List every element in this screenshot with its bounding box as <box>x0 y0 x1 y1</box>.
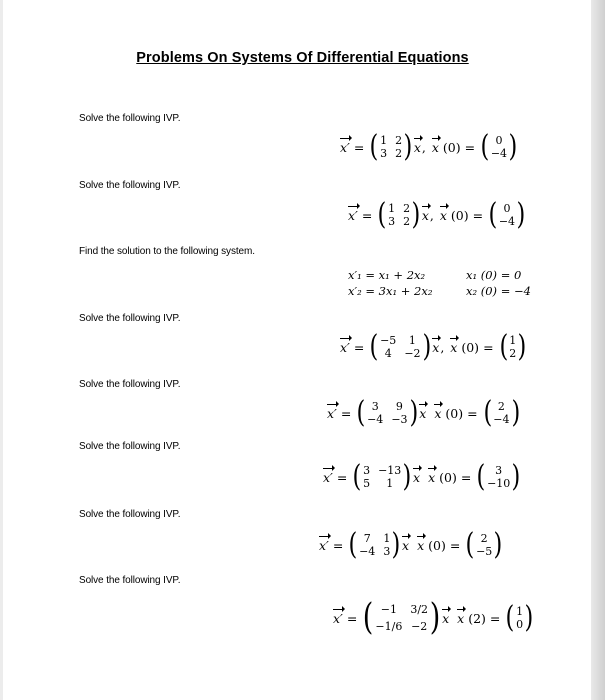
problem-2-label: Solve the following IVP. <box>79 180 181 191</box>
problem-1-label: Solve the following IVP. <box>79 113 181 124</box>
problem-1-equation: x′ = ( 1 2 3 2 ) x , x ( 0 ) = ( 0 −4 ) <box>340 129 518 164</box>
problem-3-system: x′₁ = x₁ + 2x₂ x₁ (0) = 0 x′₂ = 3x₁ + 2x₂ x₂ (0) = −4 <box>348 268 531 298</box>
problem-6-equation: x′ = ( 3 −13 5 1 ) x x ( 0 ) = ( 3 −10 ) <box>323 459 521 494</box>
problem-4-ic: 1 2 <box>509 334 517 360</box>
page-edge-right <box>591 0 605 700</box>
problem-5-equation: x′ = ( 3 9 −4 −3 ) x x ( 0 ) = ( 2 −4 ) <box>327 395 520 430</box>
problem-2-equation: x′ = ( 1 2 3 2 ) x , x ( 0 ) = ( 0 −4 ) <box>348 197 526 232</box>
problem-6-label: Solve the following IVP. <box>79 441 181 452</box>
problem-1-ic: 0 −4 <box>490 134 508 160</box>
problem-7-ic: 2 −5 <box>476 532 493 558</box>
problem-4-label: Solve the following IVP. <box>79 313 181 324</box>
problem-6-matrix: 3 −13 5 1 <box>363 464 402 490</box>
problem-1-matrix: 1 2 3 2 <box>380 134 403 160</box>
problem-2-ic: 0 −4 <box>498 202 516 228</box>
problem-8-equation: x′ = ( −1 3/2 −1/6 −2 ) x x ( 2 ) = ( 1 0 ) <box>333 597 534 638</box>
problem-4-equation: x′ = ( −5 1 4 −2 ) x , x ( 0 ) = ( 1 2 ) <box>340 329 527 364</box>
problem-8-label: Solve the following IVP. <box>79 575 181 586</box>
problem-7-matrix: 7 1 −4 3 <box>359 532 391 558</box>
page-title: Problems On Systems Of Differential Equations <box>136 50 469 66</box>
problem-7-label: Solve the following IVP. <box>79 509 181 520</box>
problem-5-matrix: 3 9 −4 −3 <box>367 400 408 426</box>
problem-8-ic: 1 0 <box>516 605 524 631</box>
problem-7-equation: x′ = ( 7 1 −4 3 ) x x ( 0 ) = ( 2 −5 ) <box>319 527 503 562</box>
problem-5-ic: 2 −4 <box>493 400 510 426</box>
problem-8-matrix: −1 3/2 −1/6 −2 <box>375 603 429 633</box>
problem-4-matrix: −5 1 4 −2 <box>380 334 421 360</box>
page-edge-left <box>0 0 3 700</box>
problem-5-label: Solve the following IVP. <box>79 379 181 390</box>
problem-3-label: Find the solution to the following system. <box>79 246 255 257</box>
problem-6-ic: 3 −10 <box>487 464 511 490</box>
problem-2-matrix: 1 2 3 2 <box>388 202 411 228</box>
